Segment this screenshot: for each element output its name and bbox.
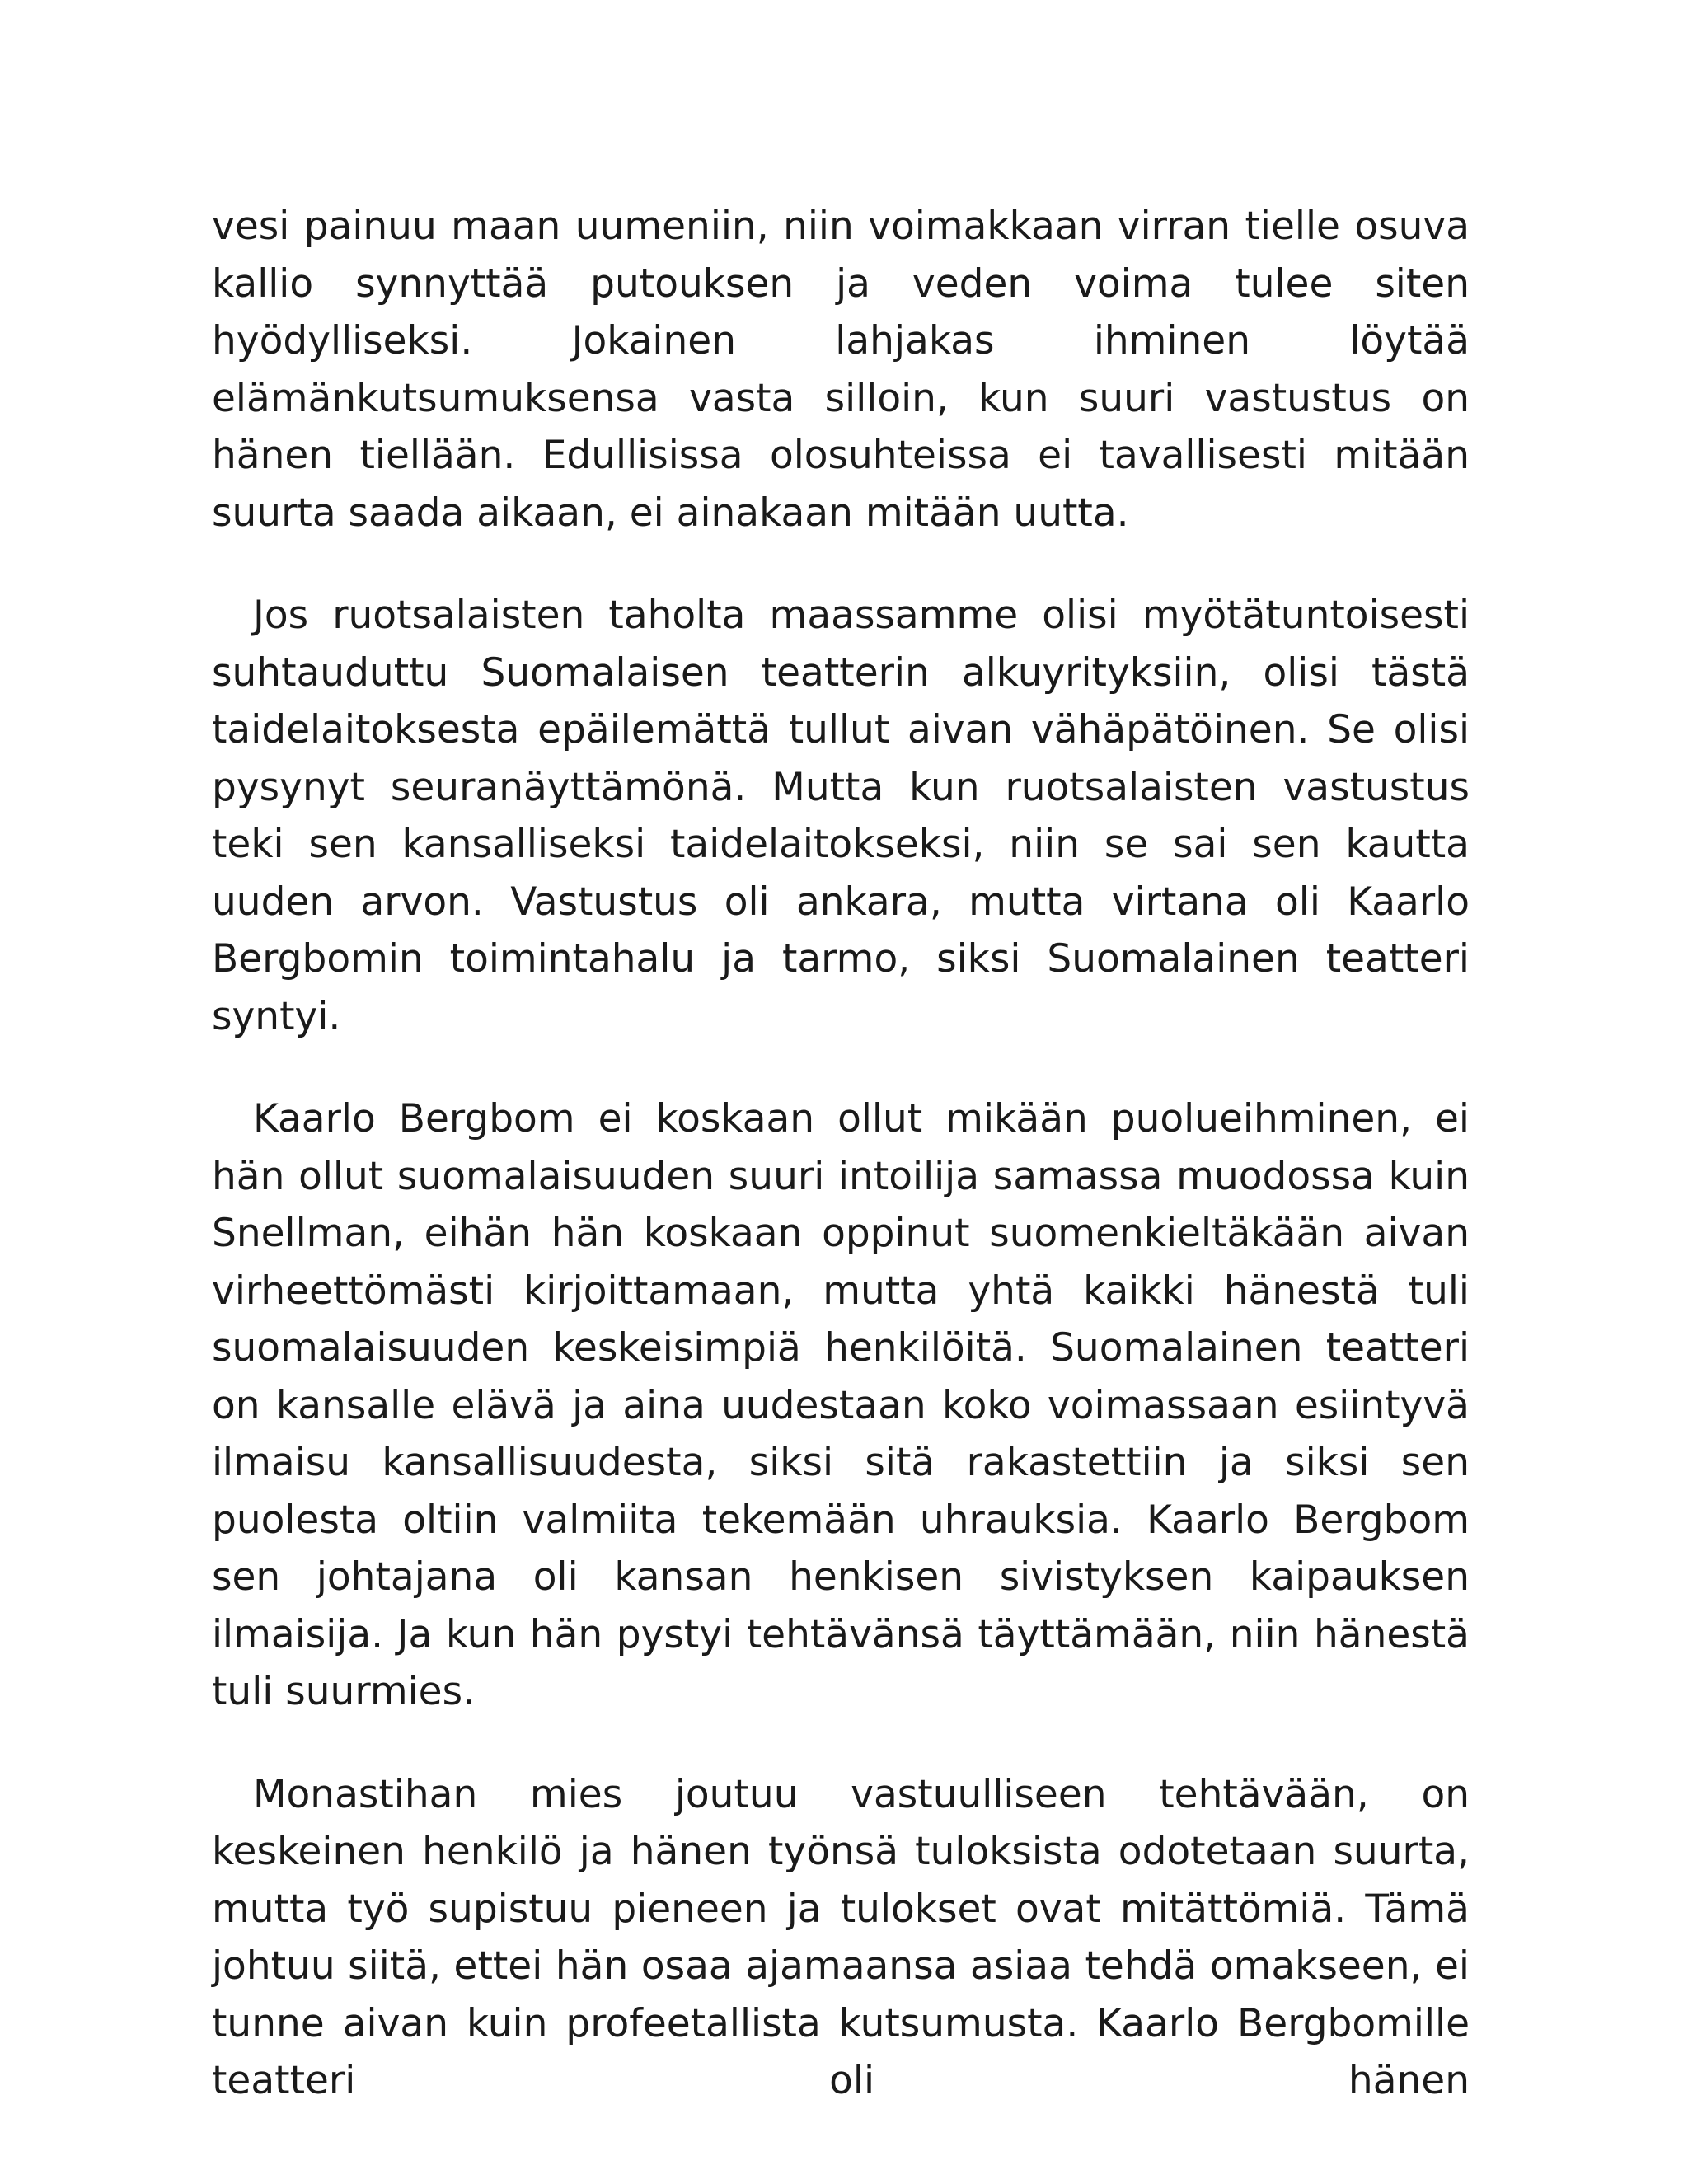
paragraph-1: vesi painuu maan uumeniin, niin voimakkaan virran tielle osuva kallio synnyttää putouksen ja veden voima tulee siten hyödylliseksi. Jokainen lahjakas ihminen löytää elämänkutsumuksensa vasta silloin, kun suuri vastustus on hänen tiellään. Edullisissa olosuhteissa ei tavallisesti mitään suurta saada aikaan, ei ainakaan mitään uutta. [212,204,1470,536]
body-text [212,198,1470,2155]
paragraph-4: Monastihan mies joutuu vastuulliseen tehtävään, on keskeinen henkilö ja hänen työnsä tuloksista odotetaan suurta, mutta työ supistuu pieneen ja tulokset ovat mitättömiä. Tämä johtuu siitä, ettei hän osaa ajamaansa asiaa tehdä omakseen, ei tunne aivan kuin profeetallista kutsumusta. Kaarlo Bergbomille teatteri oli hänen [212,1771,1470,2103]
paragraph-2: Jos ruotsalaisten taholta maassamme olisi myötätuntoisesti suhtauduttu Suomalaisen teatterin alkuyrityksiin, olisi tästä taidelaitoksesta epäilemättä tullut aivan vähäpätöinen. Se olisi pysynyt seuranäyttämönä. Mutta kun ruotsalaisten vastustus teki sen kansalliseksi taidelaitokseksi, niin se sai sen kautta uuden arvon. Vastustus oli ankara, mutta virtana oli Kaarlo Bergbomin toimintahalu ja tarmo, siksi Suomalainen teatteri syntyi. [212,593,1470,1039]
paragraph-3: Kaarlo Bergbom ei koskaan ollut mikään puolueihminen, ei hän ollut suomalaisuuden suuri intoilija samassa muodossa kuin Snellman, eihän hän koskaan oppinut suomenkieltäkään aivan virheettömästi kirjoittamaan, mutta yhtä kaikki hänestä tuli suomalaisuuden keskeisimpiä henkilöitä. Suomalainen teatteri on kansalle elävä ja aina uudestaan koko voimassaan esiintyvä ilmaisu kansallisuudesta, siksi sitä rakastettiin ja siksi sen puolesta oltiin valmiita tekemään uhrauksia. Kaarlo Bergbom sen johtajana oli kansan henkisen sivistyksen kaipauksen ilmaisija. Ja kun hän pystyi tehtävänsä täyttämään, niin hänestä tuli suurmies. [212,1096,1470,1714]
